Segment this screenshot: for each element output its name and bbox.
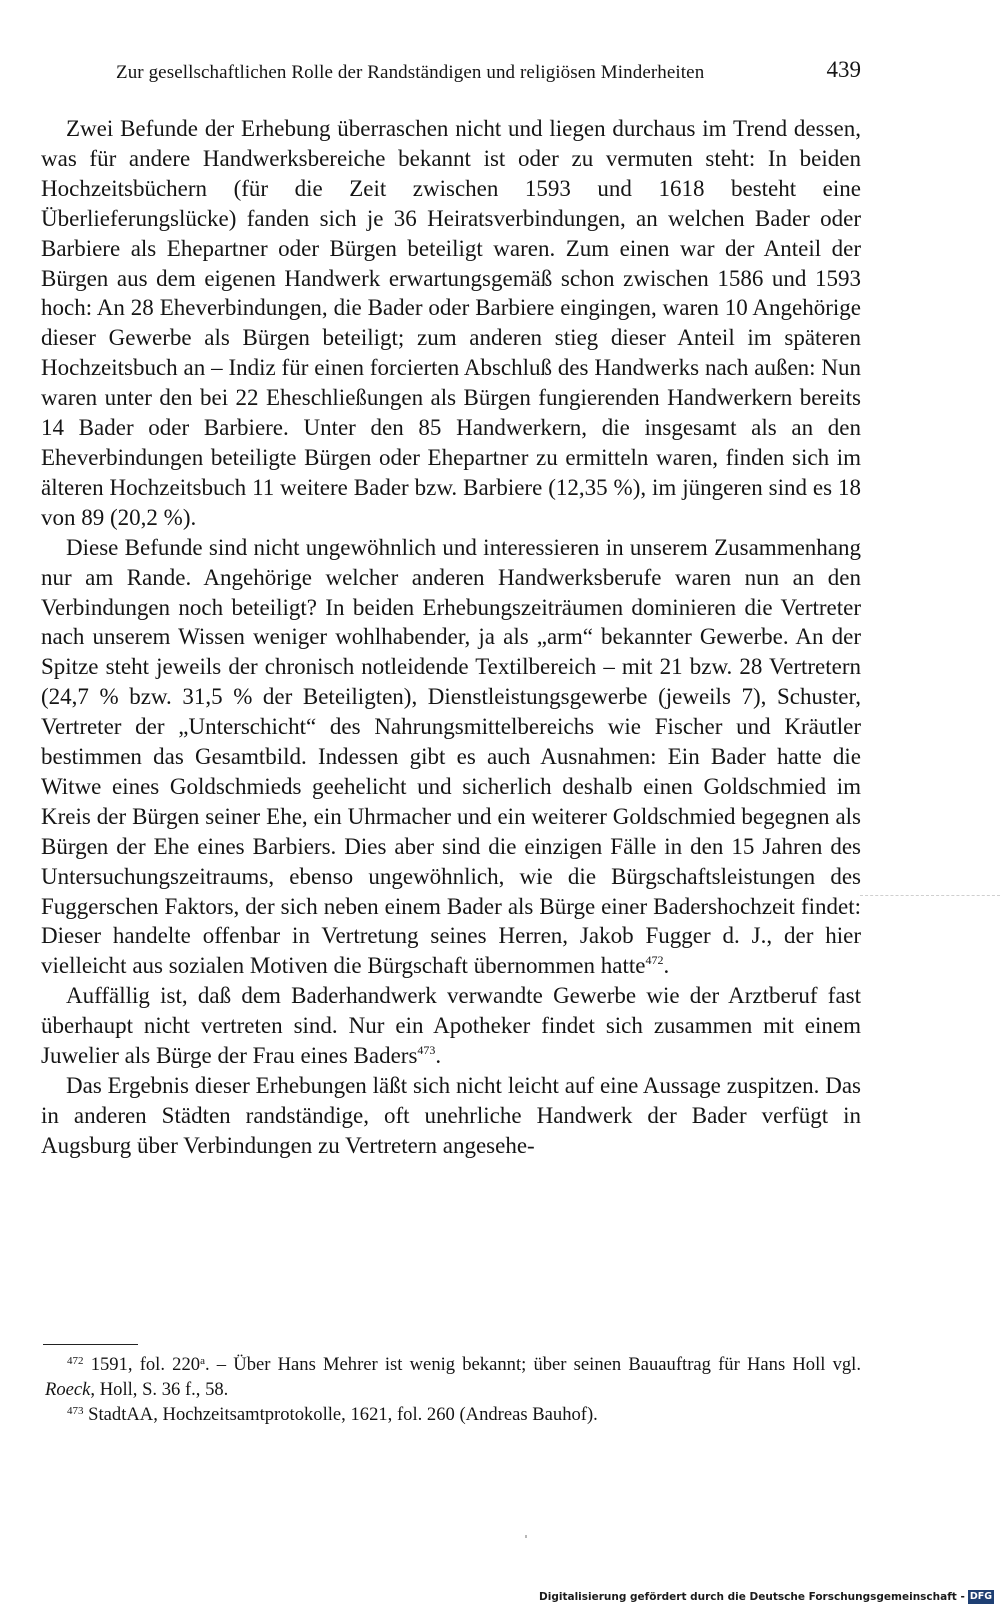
folio-superscript: a	[200, 1355, 205, 1367]
footnote-text: 1591, fol. 220	[90, 1354, 201, 1375]
paragraph-1-text: Zwei Befunde der Erhebung überraschen nicht und liegen durchaus im Trend dessen, was für andere Handwerksbereiche bekannt ist oder zu vermuten steht: In beiden Hochzeitsbüchern (für die Zeit zwischen 1593 und 1618 besteht eine Überlieferungslücke) fanden sich je 36 Heiratsverbindungen, an welchen Bader oder Barbiere als Ehepartner oder Bürgen beteiligt waren. Zum einen war der Anteil der Bürgen aus dem eigenen Handwerk erwartungsgemäß schon zwischen 1586 und 1593 hoch: An 28 Eheverbindungen, die Bader oder Barbiere eingingen, waren 10 Angehörige dieser Gewerbe als Bürgen beteiligt; zum anderen stieg dieser Anteil im späteren Hochzeitsbuch an – Indiz für einen forcierten Abschluß des Handwerks nach außen: Nun waren unter den bei 22 Eheschließungen als Bürgen fungierenden Handwerkern bereits 14 Bader oder Barbiere. Unter den 85 Handwerkern, die insgesamt als an den Eheverbindungen beteiligte Bürgen oder Ehepartner zu ermitteln waren, finden sich im älteren Hochzeitsbuch 11 weitere Bader bzw. Barbiere (12,35 %), im jüngeren sind es 18 von 89 (20,2 %).	[41, 116, 861, 530]
paragraph-4-text: Das Ergebnis dieser Erhebungen läßt sich nicht leicht auf eine Aussage zuspitzen. Das in anderen Städten randständige, oft unehrliche Handwerk der Bader verfügt in Augsburg über Verbindungen zu Vertretern angesehe-	[41, 1073, 861, 1158]
cited-author: Roeck	[45, 1379, 91, 1400]
footnote-473	[45, 1402, 861, 1427]
paragraph-1	[41, 114, 861, 533]
footnote-472	[45, 1352, 861, 1402]
dfg-credit	[539, 1590, 994, 1604]
footnote-mark: 473	[67, 1405, 84, 1417]
footnote-ref-473[interactable]: 473	[417, 1043, 436, 1058]
credit-text: Digitalisierung gefördert durch die Deutsche Forschungsgemeinschaft -	[539, 1591, 965, 1603]
running-title: Zur gesellschaftlichen Rolle der Randständigen und religiösen Minderheiten	[116, 62, 705, 83]
footnote-text: , Holl, S. 36 f., 58.	[90, 1379, 229, 1400]
footnote-mark: 472	[67, 1355, 84, 1367]
body-text	[41, 114, 861, 1161]
page-number: 439	[826, 57, 861, 82]
footnote-text: StadtAA, Hochzeitsamtprotokolle, 1621, fol. 260 (Andreas Bauhof).	[88, 1404, 598, 1425]
scan-artifact-dot	[525, 1535, 527, 1538]
paragraph-3-text: Auffällig ist, daß dem Baderhandwerk verwandte Gewerbe wie der Arztberuf fast überhaupt nicht vertreten sind. Nur ein Apotheker findet sich zusammen mit einem Juwelier als Bürge der Frau eines Baders	[41, 983, 861, 1069]
footnotes	[45, 1352, 861, 1427]
scan-artifact-line	[860, 895, 1000, 896]
paragraph-3: Auffällig ist, daß dem Baderhandwerk verwandte Gewerbe wie der Arztberuf fast überhaupt nicht vertreten sind. Nur ein Apotheker findet sich zusammen mit einem Juwelier als Bürge der Frau eines Baders$^{473}$.	[41, 983, 861, 1069]
paragraph-2: Diese Befunde sind nicht ungewöhnlich und interessieren in unserem Zusammenhang nur am Rande. Angehörige welcher anderen Handwerksberufe waren nun an den Verbindungen noch beteiligt? In beiden Erhebungszeiträumen dominieren die Vertreter nach unserem Wissen weniger wohlhabender, ja als „arm“ bekannter Gewerbe. An der Spitze steht jeweils der chronisch notleidende Textilbereich – mit 21 bzw. 28 Vertretern (24,7 % bzw. 31,5 % der Beteiligten), Dienstleistungsgewerbe (jeweils 7), Schuster, Vertreter der „Unterschicht“ des Nahrungsmittelbereichs wie Fischer und Kräutler bestimmen das Gesamtbild. Indessen gibt es auch Ausnahmen: Ein Bader hatte die Witwe eines Goldschmieds geehelicht und sicherlich deshalb einen Goldschmied im Kreis der Bürgen seiner Ehe, ein Uhrmacher und ein weiterer Goldschmied begegnen als Bürgen der Ehe eines Barbiers. Dies aber sind die einzigen Fälle in den 15 Jahren des Untersuchungszeitraums, ebenso ungewöhnlich, wie die Bürgschaftsleistungen des Fuggerschen Faktors, der sich neben einem Bader als Bürge einer Badershochzeit findet: Dieser handelte offenbar in Vertretung seines Herren, Jakob Fugger d. J., der hier vielleicht aus sozialen Motiven die Bürgschaft übernommen hatte$^{472}$.	[41, 534, 861, 979]
paragraph-4	[41, 1071, 861, 1161]
dfg-logo-icon[interactable]: DFG	[969, 1591, 992, 1602]
footnote-ref-472[interactable]: 472	[645, 953, 664, 968]
page-header	[41, 56, 861, 88]
footnote-text: . – Über Hans Mehrer ist wenig bekannt; über seinen Bauauftrag für Hans Holl vgl.	[204, 1354, 861, 1375]
footnote-divider	[43, 1344, 138, 1345]
paragraph-2-text: Diese Befunde sind nicht ungewöhnlich und interessieren in unserem Zusammenhang nur am Rande. Angehörige welcher anderen Handwerksberufe waren nun an den Verbindungen noch beteiligt? In beiden Erhebungszeiträumen dominieren die Vertreter nach unserem Wissen weniger wohlhabender, ja als „arm“ bekannter Gewerbe. An der Spitze steht jeweils der chronisch notleidende Textilbereich – mit 21 bzw. 28 Vertretern (24,7 % bzw. 31,5 % der Beteiligten), Dienstleistungsgewerbe (jeweils 7), Schuster, Vertreter der „Unterschicht“ des Nahrungsmittelbereichs wie Fischer und Kräutler bestimmen das Gesamtbild. Indessen gibt es auch Ausnahmen: Ein Bader hatte die Witwe eines Goldschmieds geehelicht und sicherlich deshalb einen Goldschmied im Kreis der Bürgen seiner Ehe, ein Uhrmacher und ein weiterer Goldschmied begegnen als Bürgen der Ehe eines Barbiers. Dies aber sind die einzigen Fälle in den 15 Jahren des Untersuchungszeitraums, ebenso ungewöhnlich, wie die Bürgschaftsleistungen des Fuggerschen Faktors, der sich neben einem Bader als Bürge einer Badershochzeit findet: Dieser handelte offenbar in Vertretung seines Herren, Jakob Fugger d. J., der hier vielleicht aus sozialen Motiven die Bürgschaft übernommen hatte	[41, 534, 861, 979]
